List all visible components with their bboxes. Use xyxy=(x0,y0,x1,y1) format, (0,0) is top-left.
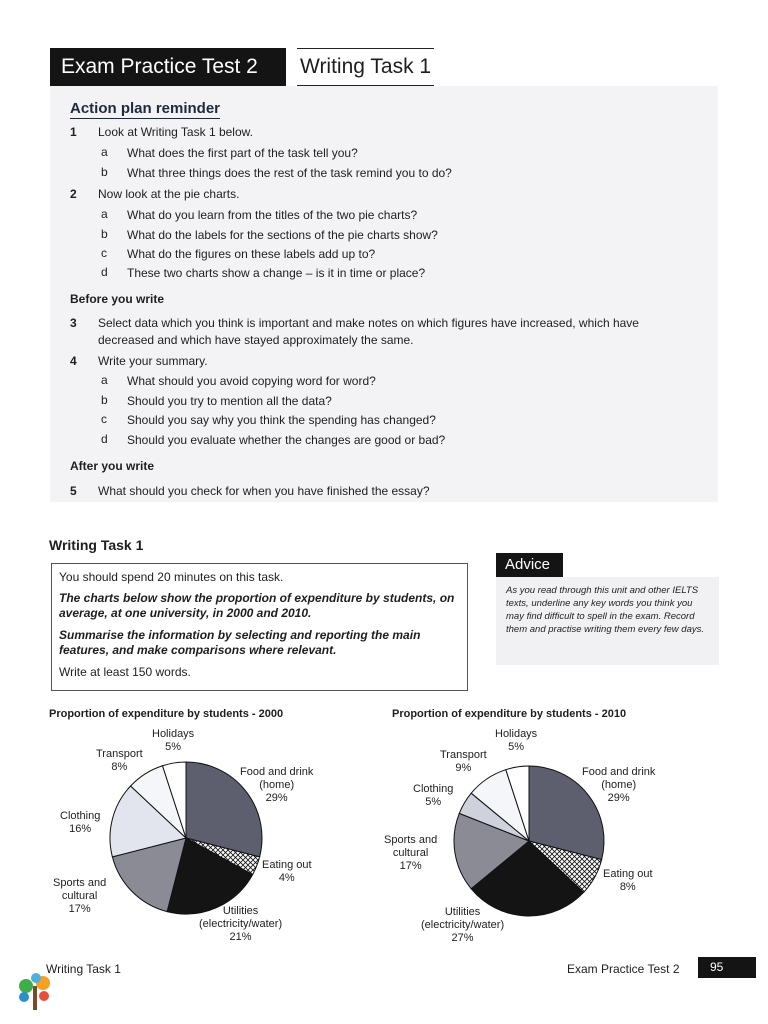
item-letter: a xyxy=(101,373,108,387)
item-text: What should you avoid copying word for word? xyxy=(127,374,376,388)
page-number: 95 xyxy=(698,957,756,978)
pie-label-utilities: Utilities (electricity/water) 21% xyxy=(199,905,283,943)
pie-label-transport: Transport 8% xyxy=(96,748,143,773)
item-letter: b xyxy=(101,393,108,407)
item-number: 5 xyxy=(70,484,77,498)
pie-label-eating-out: Eating out 8% xyxy=(603,868,653,893)
pie-label-transport: Transport 9% xyxy=(440,749,487,774)
footer-section: Writing Task 1 xyxy=(46,962,121,976)
item-number: 4 xyxy=(70,354,77,368)
pie-label-utilities: Utilities (electricity/water) 27% xyxy=(421,906,505,944)
item-letter: a xyxy=(101,207,108,221)
item-text: Select data which you think is important and make notes on which figures have increased, which have xyxy=(98,316,639,330)
item-letter: c xyxy=(101,412,107,426)
task-word-count: Write at least 150 words. xyxy=(59,665,191,679)
item-letter: a xyxy=(101,145,108,159)
item-text: What three things does the rest of the task remind you to do? xyxy=(127,166,452,180)
task-title: Writing Task 1 xyxy=(297,48,434,86)
item-text: What does the first part of the task tell you? xyxy=(127,146,358,160)
pie-label-holidays: Holidays 5% xyxy=(495,728,538,753)
item-letter: b xyxy=(101,227,108,241)
after-write-heading: After you write xyxy=(70,459,155,473)
chart-title: Proportion of expenditure by students - 2000 xyxy=(49,708,284,720)
pie-label-eating-out: Eating out 4% xyxy=(262,859,312,884)
pie-label-clothing: Clothing 5% xyxy=(413,783,454,808)
advice-label: Advice xyxy=(496,553,563,577)
item-text: Now look at the pie charts. xyxy=(98,187,240,201)
task-instruction: Summarise the information by selecting and reporting the main features, and make comparisons where relevant. xyxy=(59,628,421,657)
item-text: What do the figures on these labels add up to? xyxy=(127,247,376,261)
task-time: You should spend 20 minutes on this task. xyxy=(59,570,284,584)
pie-label-sports: Sports and cultural 17% xyxy=(384,834,438,872)
item-text: These two charts show a change – is it in time or place? xyxy=(127,266,426,280)
item-text: Should you say why you think the spending has changed? xyxy=(127,413,436,427)
advice-text: As you read through this unit and other IELTS texts, underline any key words you think you may find difficult to spell in the exam. Record them and practise writing them every few days. xyxy=(496,577,719,665)
pie-label-sports: Sports and cultural 17% xyxy=(53,877,107,915)
item-text: Write your summary. xyxy=(98,354,208,368)
pie-label-food: Food and drink (home) 29% xyxy=(240,766,314,804)
tree-logo-icon xyxy=(16,972,54,1012)
item-number: 1 xyxy=(70,125,77,139)
item-text: What do the labels for the sections of the pie charts show? xyxy=(127,228,438,242)
item-text: What do you learn from the titles of the two pie charts? xyxy=(127,208,418,222)
item-letter: d xyxy=(101,432,108,446)
chart-title: Proportion of expenditure by students - 2010 xyxy=(392,708,627,720)
item-text: decreased and which have stayed approximately the same. xyxy=(98,333,414,347)
footer-test: Exam Practice Test 2 xyxy=(567,962,680,976)
before-write-heading: Before you write xyxy=(70,292,165,306)
section-title: Exam Practice Test 2 xyxy=(50,48,286,86)
action-plan-title: Action plan reminder xyxy=(70,100,221,117)
item-text: Should you try to mention all the data? xyxy=(127,394,332,408)
item-text: What should you check for when you have finished the essay? xyxy=(98,484,430,498)
item-letter: d xyxy=(101,265,108,279)
item-number: 2 xyxy=(70,187,77,201)
task-box xyxy=(51,563,468,691)
item-number: 3 xyxy=(70,316,77,330)
pie-label-clothing: Clothing 16% xyxy=(60,810,101,835)
writing-task-title: Writing Task 1 xyxy=(49,537,144,553)
item-text: Should you evaluate whether the changes are good or bad? xyxy=(127,433,446,447)
item-letter: b xyxy=(101,165,108,179)
pie-label-food: Food and drink (home) 29% xyxy=(582,766,656,804)
item-text: Look at Writing Task 1 below. xyxy=(98,125,253,139)
task-prompt: The charts below show the proportion of expenditure by students, on average, at one university, in 2000 and 2010. xyxy=(59,591,455,620)
item-letter: c xyxy=(101,246,107,260)
pie-label-holidays: Holidays 5% xyxy=(152,728,195,753)
